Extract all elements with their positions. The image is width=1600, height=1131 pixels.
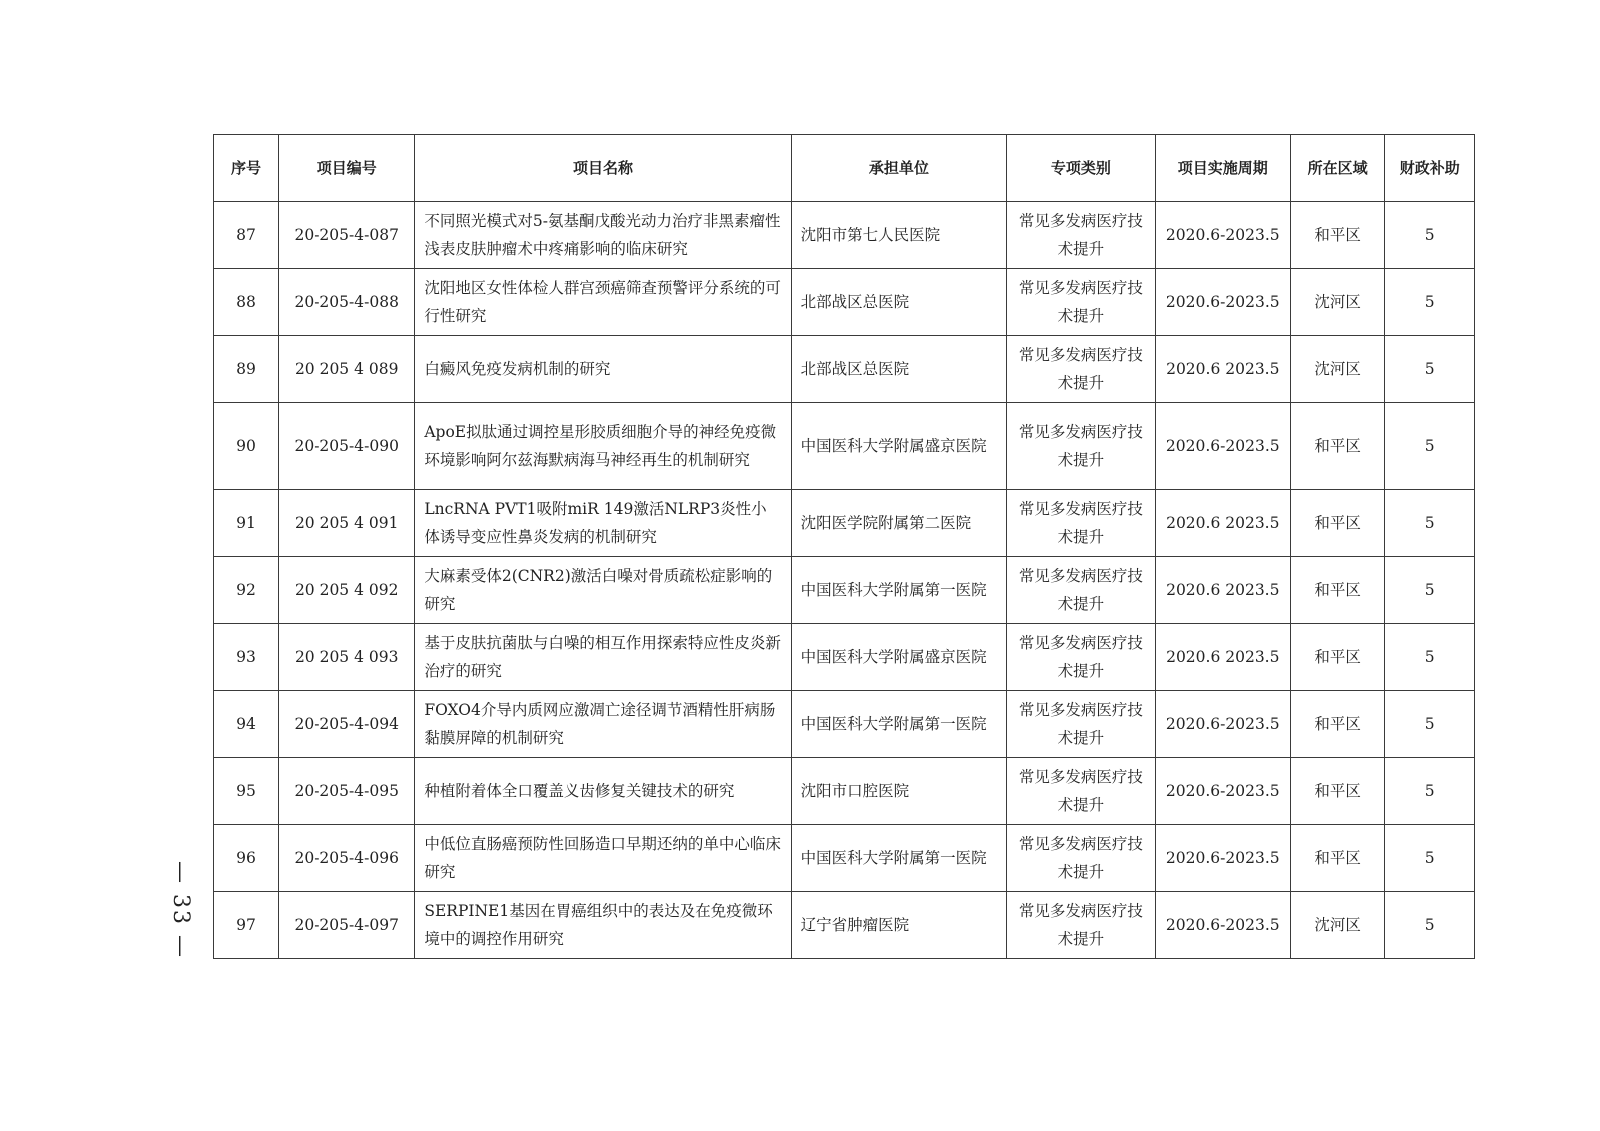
cell-region: 沈河区 [1290, 269, 1385, 336]
table-row [214, 624, 1475, 691]
cell-seq: 89 [214, 336, 279, 403]
cell-period: 2020.6-2023.5 [1155, 691, 1290, 758]
cell-name: 不同照光模式对5-氨基酮戊酸光动力治疗非黑素瘤性浅表皮肤肿瘤术中疼痛影响的临床研究 [415, 202, 791, 269]
cell-code: 20-205-4-095 [279, 758, 415, 825]
cell-category: 常见多发病医疗技术提升 [1007, 892, 1155, 959]
cell-region: 和平区 [1290, 403, 1385, 490]
cell-region: 和平区 [1290, 691, 1385, 758]
header-unit: 承担单位 [791, 135, 1007, 202]
cell-subsidy: 5 [1385, 825, 1475, 892]
cell-name: 基于皮肤抗菌肽与白噪的相互作用探索特应性皮炎新治疗的研究 [415, 624, 791, 691]
cell-name: 沈阳地区女性体检人群宫颈癌筛查预警评分系统的可行性研究 [415, 269, 791, 336]
cell-unit: 北部战区总医院 [791, 336, 1007, 403]
cell-subsidy: 5 [1385, 624, 1475, 691]
cell-code: 20 205 4 092 [279, 557, 415, 624]
table-row [214, 490, 1475, 557]
table-row [214, 336, 1475, 403]
cell-name: 种植附着体全口覆盖义齿修复关键技术的研究 [415, 758, 791, 825]
cell-subsidy: 5 [1385, 336, 1475, 403]
cell-category: 常见多发病医疗技术提升 [1007, 825, 1155, 892]
table-row [214, 269, 1475, 336]
cell-subsidy: 5 [1385, 490, 1475, 557]
cell-unit: 中国医科大学附属盛京医院 [791, 624, 1007, 691]
cell-unit: 辽宁省肿瘤医院 [791, 892, 1007, 959]
table-row [214, 403, 1475, 490]
cell-code: 20 205 4 089 [279, 336, 415, 403]
cell-code: 20 205 4 091 [279, 490, 415, 557]
cell-unit: 北部战区总医院 [791, 269, 1007, 336]
cell-category: 常见多发病医疗技术提升 [1007, 691, 1155, 758]
cell-unit: 中国医科大学附属第一医院 [791, 825, 1007, 892]
cell-category: 常见多发病医疗技术提升 [1007, 336, 1155, 403]
cell-region: 沈河区 [1290, 336, 1385, 403]
table-row [214, 691, 1475, 758]
table-header-row [214, 135, 1475, 202]
page-number: — 33 — [168, 861, 193, 959]
cell-region: 和平区 [1290, 624, 1385, 691]
cell-code: 20-205-4-096 [279, 825, 415, 892]
cell-period: 2020.6 2023.5 [1155, 624, 1290, 691]
cell-region: 和平区 [1290, 202, 1385, 269]
cell-seq: 91 [214, 490, 279, 557]
header-seq: 序号 [214, 135, 279, 202]
cell-period: 2020.6 2023.5 [1155, 490, 1290, 557]
cell-name: FOXO4介导内质网应激凋亡途径调节酒精性肝病肠黏膜屏障的机制研究 [415, 691, 791, 758]
cell-seq: 93 [214, 624, 279, 691]
cell-seq: 90 [214, 403, 279, 490]
cell-unit: 中国医科大学附属第一医院 [791, 691, 1007, 758]
header-code: 项目编号 [279, 135, 415, 202]
cell-unit: 中国医科大学附属第一医院 [791, 557, 1007, 624]
header-region: 所在区域 [1290, 135, 1385, 202]
cell-code: 20-205-4-097 [279, 892, 415, 959]
cell-name: 白癜风免疫发病机制的研究 [415, 336, 791, 403]
cell-subsidy: 5 [1385, 758, 1475, 825]
cell-seq: 92 [214, 557, 279, 624]
cell-subsidy: 5 [1385, 892, 1475, 959]
cell-region: 和平区 [1290, 557, 1385, 624]
cell-unit: 沈阳医学院附属第二医院 [791, 490, 1007, 557]
cell-period: 2020.6-2023.5 [1155, 758, 1290, 825]
table-row [214, 557, 1475, 624]
cell-category: 常见多发病医疗技术提升 [1007, 490, 1155, 557]
cell-seq: 95 [214, 758, 279, 825]
cell-period: 2020.6-2023.5 [1155, 269, 1290, 336]
cell-category: 常见多发病医疗技术提升 [1007, 624, 1155, 691]
project-table [213, 134, 1475, 959]
header-period: 项目实施周期 [1155, 135, 1290, 202]
cell-code: 20-205-4-094 [279, 691, 415, 758]
table-row [214, 825, 1475, 892]
cell-name: LncRNA PVT1吸附miR 149激活NLRP3炎性小体诱导变应性鼻炎发病的机制研究 [415, 490, 791, 557]
cell-period: 2020.6-2023.5 [1155, 403, 1290, 490]
cell-name: ApoE拟肽通过调控星形胶质细胞介导的神经免疫微环境影响阿尔兹海默病海马神经再生的机制研究 [415, 403, 791, 490]
cell-code: 20-205-4-088 [279, 269, 415, 336]
table-row [214, 758, 1475, 825]
header-category: 专项类别 [1007, 135, 1155, 202]
cell-region: 和平区 [1290, 825, 1385, 892]
cell-name: 大麻素受体2(CNR2)激活白噪对骨质疏松症影响的研究 [415, 557, 791, 624]
header-subsidy: 财政补助 [1385, 135, 1475, 202]
cell-subsidy: 5 [1385, 557, 1475, 624]
cell-region: 和平区 [1290, 758, 1385, 825]
cell-category: 常见多发病医疗技术提升 [1007, 758, 1155, 825]
table-row [214, 892, 1475, 959]
cell-period: 2020.6-2023.5 [1155, 892, 1290, 959]
cell-category: 常见多发病医疗技术提升 [1007, 403, 1155, 490]
cell-unit: 中国医科大学附属盛京医院 [791, 403, 1007, 490]
cell-subsidy: 5 [1385, 403, 1475, 490]
cell-seq: 87 [214, 202, 279, 269]
cell-period: 2020.6-2023.5 [1155, 825, 1290, 892]
cell-region: 和平区 [1290, 490, 1385, 557]
cell-seq: 97 [214, 892, 279, 959]
cell-category: 常见多发病医疗技术提升 [1007, 557, 1155, 624]
cell-period: 2020.6 2023.5 [1155, 557, 1290, 624]
cell-period: 2020.6-2023.5 [1155, 202, 1290, 269]
cell-category: 常见多发病医疗技术提升 [1007, 269, 1155, 336]
cell-subsidy: 5 [1385, 269, 1475, 336]
cell-subsidy: 5 [1385, 202, 1475, 269]
cell-name: 中低位直肠癌预防性回肠造口早期还纳的单中心临床研究 [415, 825, 791, 892]
cell-seq: 96 [214, 825, 279, 892]
cell-code: 20-205-4-087 [279, 202, 415, 269]
cell-code: 20 205 4 093 [279, 624, 415, 691]
header-name: 项目名称 [415, 135, 791, 202]
cell-seq: 94 [214, 691, 279, 758]
cell-unit: 沈阳市第七人民医院 [791, 202, 1007, 269]
cell-name: SERPINE1基因在胃癌组织中的表达及在免疫微环境中的调控作用研究 [415, 892, 791, 959]
table-row [214, 202, 1475, 269]
cell-region: 沈河区 [1290, 892, 1385, 959]
cell-code: 20-205-4-090 [279, 403, 415, 490]
cell-seq: 88 [214, 269, 279, 336]
cell-category: 常见多发病医疗技术提升 [1007, 202, 1155, 269]
cell-unit: 沈阳市口腔医院 [791, 758, 1007, 825]
cell-period: 2020.6 2023.5 [1155, 336, 1290, 403]
cell-subsidy: 5 [1385, 691, 1475, 758]
